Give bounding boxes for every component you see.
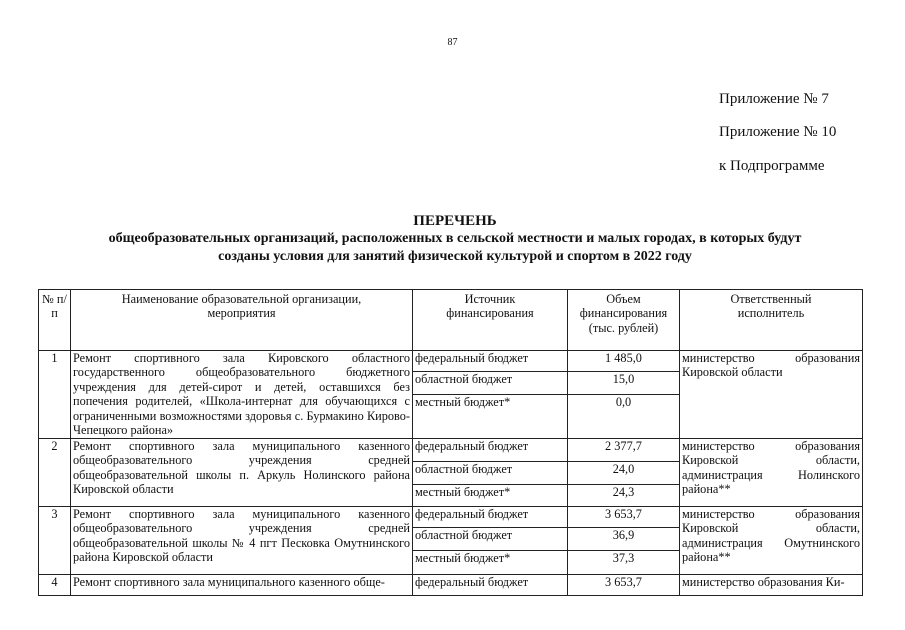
funding-amount: 1 485,0 xyxy=(568,351,680,372)
row-number: 3 xyxy=(39,507,71,575)
funding-source: местный бюджет* xyxy=(413,485,568,507)
title-heading: ПЕРЕЧЕНЬ xyxy=(413,213,497,229)
funding-amount: 3 653,7 xyxy=(568,507,680,528)
funding-amount: 3 653,7 xyxy=(568,575,680,596)
funding-source: федеральный бюджет xyxy=(413,575,568,596)
responsible-executor: министерство образования Кировской области, администрация Омутнинского района** xyxy=(680,507,863,575)
responsible-executor: министерство образования Кировской области xyxy=(680,351,863,439)
funding-source: местный бюджет* xyxy=(413,551,568,575)
appendix-line-1: Приложение № 7 xyxy=(719,91,829,107)
row-number: 1 xyxy=(39,351,71,439)
header-num: № п/п xyxy=(39,290,71,351)
institution-name: Ремонт спортивного зала муниципального казенного общеобразовательного учреждения средней общеобразовательной школы п. Аркуль Нолинского района Кировской области xyxy=(71,439,413,507)
responsible-executor: министерство образования Ки- xyxy=(680,575,863,596)
document-title xyxy=(40,212,870,266)
institutions-table xyxy=(38,289,863,596)
funding-source: областной бюджет xyxy=(413,372,568,395)
table-header-row xyxy=(39,290,863,351)
institution-name: Ремонт спортивного зала муниципального казенного обще- xyxy=(71,575,413,596)
funding-source: областной бюджет xyxy=(413,528,568,551)
funding-amount: 2 377,7 xyxy=(568,439,680,462)
table-row xyxy=(39,439,863,462)
table-row xyxy=(39,351,863,372)
title-subtitle-line-1: общеобразовательных организаций, расположенных в сельской местности и малых городах, в которых будут xyxy=(108,231,802,246)
funding-amount: 24,0 xyxy=(568,462,680,485)
funding-source: федеральный бюджет xyxy=(413,351,568,372)
appendix-line-3: к Подпрограмме xyxy=(719,158,825,174)
funding-amount: 0,0 xyxy=(568,395,680,439)
funding-amount: 24,3 xyxy=(568,485,680,507)
funding-amount: 37,3 xyxy=(568,551,680,575)
responsible-executor: министерство образования Кировской области, администрация Нолинского района** xyxy=(680,439,863,507)
header-name: Наименование образовательной организации, мероприятия xyxy=(71,290,413,351)
funding-source: областной бюджет xyxy=(413,462,568,485)
header-responsible: Ответственный исполнитель xyxy=(680,290,863,351)
appendix-line-2: Приложение № 10 xyxy=(719,124,837,140)
title-subtitle-line-2: созданы условия для занятий физической культурой и спортом в 2022 году xyxy=(218,249,692,264)
row-number: 4 xyxy=(39,575,71,596)
header-source: Источник финансирования xyxy=(413,290,568,351)
funding-source: местный бюджет* xyxy=(413,395,568,439)
funding-source: федеральный бюджет xyxy=(413,439,568,462)
funding-source: федеральный бюджет xyxy=(413,507,568,528)
funding-amount: 36,9 xyxy=(568,528,680,551)
page-number: 87 xyxy=(447,37,458,48)
row-number: 2 xyxy=(39,439,71,507)
table-row xyxy=(39,507,863,528)
funding-amount: 15,0 xyxy=(568,372,680,395)
table-row xyxy=(39,575,863,596)
institution-name: Ремонт спортивного зала муниципального казенного общеобразовательного учреждения средней общеобразовательной школы № 4 пгт Песковка Омутнинского района Кировской области xyxy=(71,507,413,575)
institution-name: Ремонт спортивного зала Кировского областного государственного общеобразовательного бюджетного учреждения для детей-сирот и детей, оставшихся без попечения родителей, «Школа-интернат для обучающихся с ограниченными возможностями здоровья с. Бурмакино Кирово-Чепецкого района» xyxy=(71,351,413,439)
header-amount: Объем финансирования (тыс. рублей) xyxy=(568,290,680,351)
